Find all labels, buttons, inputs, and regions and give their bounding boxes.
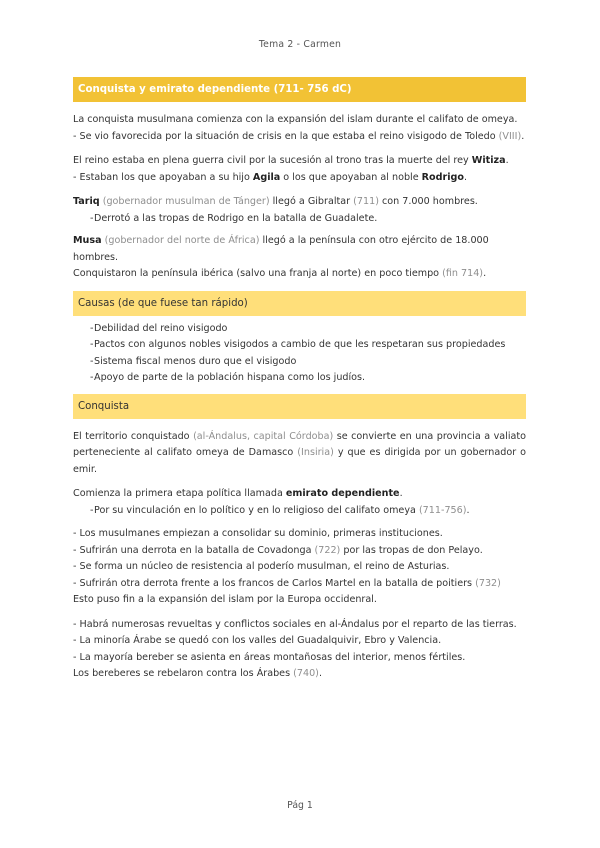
text: llegó a Gibraltar (269, 196, 354, 207)
paragraph (73, 112, 526, 145)
text: Conquistaron la península ibérica (salvo una franja al norte) en poco tiempo (73, 268, 443, 279)
text: . (483, 268, 487, 279)
date-note: (711) (353, 196, 379, 207)
text: . (318, 668, 322, 679)
text: y que es dirigida por un gobernador o emir. (73, 447, 526, 475)
bold-term: emirato dependiente (285, 488, 400, 499)
list-item (73, 503, 526, 520)
section-title-conquista-emirato: Conquista y emirato dependiente (711- 756 dC) (73, 77, 526, 102)
text: Comienza la primera etapa política llamada (73, 488, 286, 499)
text: - Se vio favorecida por la situación de crisis en la que estaba el reino visigodo de Toledo (73, 130, 499, 142)
date-note: (732) (475, 577, 501, 589)
page-number: Pág 1 (287, 800, 313, 811)
text: . (399, 488, 403, 499)
text: - La mayoría bereber se asienta en áreas montañosas del interior, menos fértiles. (73, 651, 466, 663)
paragraph (73, 153, 526, 186)
date-note: (711-756) (418, 504, 467, 516)
list-item: - Pactos con algunos nobles visigodos a cambio de que les respetaran sus propiedades (73, 337, 526, 354)
text: . (464, 171, 468, 183)
bullet-list (73, 503, 526, 520)
text: llegó a la península con otro ejército de 18.000 hombres. (73, 235, 489, 263)
list-item: - Apoyo de parte de la población hispana como los judíos. (73, 370, 526, 387)
bold-term: Witiza (471, 155, 506, 166)
paragraph (73, 617, 526, 683)
bold-term: Tariq (73, 196, 100, 207)
note: (al-Ándalus, capital Córdoba) (193, 430, 334, 442)
text: o los que apoyaban al noble (280, 171, 422, 183)
text: Esto puso fin a la expansión del islam por la Europa occidenral. (73, 594, 377, 605)
note: (gobernador del norte de África) (101, 235, 260, 246)
paragraph (73, 526, 526, 609)
text: El territorio conquistado (73, 430, 194, 442)
text: - Estaban los que apoyaban a su hijo (73, 171, 253, 183)
text: - Los musulmanes empiezan a consolidar su dominio, primeras instituciones. (73, 528, 443, 539)
list-item: - Derrotó a las tropas de Rodrigo en la batalla de Guadalete. (73, 211, 526, 228)
document-body (73, 77, 526, 691)
text: . (521, 130, 525, 142)
date-note: (722) (314, 544, 341, 556)
text: - La minoría Árabe se quedó con los valles del Guadalquivir, Ebro y Valencia. (73, 635, 442, 646)
text: . (505, 155, 509, 166)
text: se convierte en una provincia a valiato perteneciente al califato omeya de Damasco (73, 430, 526, 458)
date-note: (740) (293, 668, 319, 679)
text: El reino estaba en plena guerra civil por la sucesión al trono tras la muerte del rey (73, 155, 472, 166)
text: por las tropas de don Pelayo. (340, 544, 483, 556)
bullet-list (73, 321, 526, 387)
paragraph (73, 233, 526, 283)
bold-term: Musa (73, 235, 102, 246)
text: . (466, 504, 470, 516)
section-title-causas: Causas (de que fuese tan rápido) (73, 291, 526, 316)
text: con 7.000 hombres. (378, 196, 478, 207)
date-note: (fin 714) (442, 268, 484, 279)
bold-term: Rodrigo (421, 171, 464, 183)
text: Los bereberes se rebelaron contra los Árabes (73, 668, 294, 679)
text: - Sufrirán otra derrota frente a los francos de Carlos Martel en la batalla de poitiers (73, 577, 476, 589)
bullet-list (73, 211, 526, 228)
date-note: (VIII) (498, 130, 522, 142)
paragraph (73, 486, 526, 503)
bold-term: Agila (252, 171, 281, 183)
note: (Insiria) (297, 447, 334, 458)
paragraph (73, 429, 526, 479)
list-item: - Sistema fiscal menos duro que el visigodo (73, 354, 526, 371)
note: (gobernador musulman de Tánger) (99, 196, 270, 207)
text: - Habrá numerosas revueltas y conflictos sociales en al-Ándalus por el reparto de las tierras. (73, 618, 517, 630)
list-item: - Debilidad del reino visigodo (73, 321, 526, 338)
section-title-conquista: Conquista (73, 394, 526, 419)
text: - Sufrirán una derrota en la batalla de Covadonga (73, 544, 315, 556)
text: Por su vinculación en lo político y en lo religioso del califato omeya (94, 504, 419, 516)
text: La conquista musulmana comienza con la expansión del islam durante el califato de omeya. (73, 114, 518, 125)
paragraph (73, 194, 526, 211)
text: - Se forma un núcleo de resistencia al poderío musulman, el reino de Asturias. (73, 561, 450, 572)
page-header: Tema 2 - Carmen (258, 39, 342, 50)
